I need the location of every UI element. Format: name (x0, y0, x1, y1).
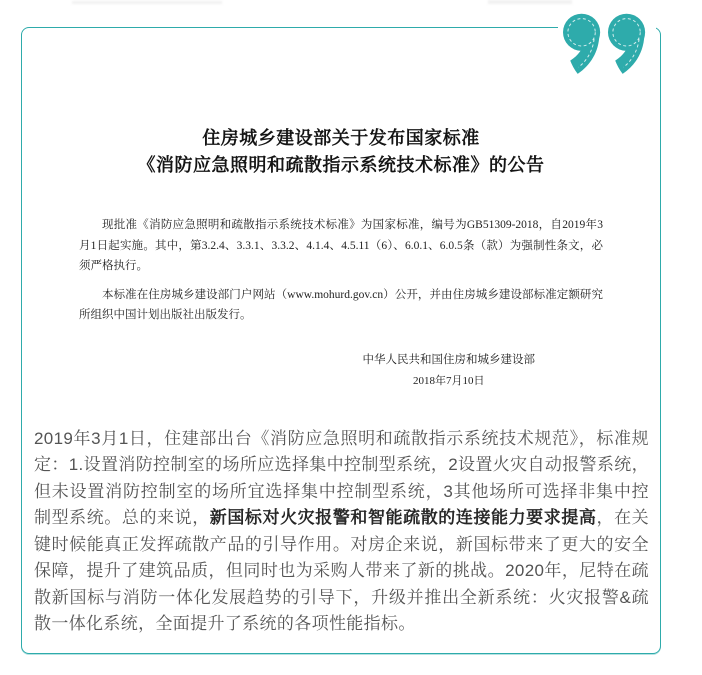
official-notice (79, 125, 603, 392)
top-crop-artifact (488, 0, 572, 4)
article-text-after: ，在关键时候能真正发挥疏散产品的引导作用。对房企来说，新国标带来了更大的安全保障，提升了建筑品质，但同时也为采购人带来了新的挑战。2020年，尼特在疏散新国标与消防一体化发展趋势的引导下，升级并推出全新系统：火灾报警&疏散一体化系统，全面提升了系统的各项性能指标。 (34, 508, 650, 633)
notice-paragraph-1: 现批准《消防应急照明和疏散指示系统技术标准》为国家标准，编号为GB51309-2018，自2019年3月1日起实施。其中，第3.2.4、3.3.1、3.3.2、4.1.4、4.5.11（6）、6.0.1、6.0.5条（款）为强制性条文，必须严格执行。 (79, 219, 603, 272)
notice-title-line2: 《消防应急照明和疏散指示系统技术标准》的公告 (137, 155, 545, 175)
article-paragraph (22, 426, 660, 638)
notice-title (79, 125, 603, 179)
double-quote-right-icon (558, 7, 656, 83)
notice-date: 2018年7月10日 (413, 374, 485, 387)
article-card (21, 27, 661, 654)
notice-title-line1: 住房城乡建设部关于发布国家标准 (202, 128, 480, 148)
notice-issuer: 中华人民共和国住房和城乡建设部 (362, 353, 535, 366)
article-text-bold: 新国标对火灾报警和智能疏散的连接能力要求提高 (209, 508, 597, 527)
top-crop-artifact (72, 1, 222, 4)
notice-paragraph-2: 本标准在住房城乡建设部门户网站（www.mohurd.gov.cn）公开，并由住房城乡建设部标准定额研究所组织中国计划出版社出版发行。 (79, 288, 603, 321)
article-text-before: 2019年3月1日，住建部出台《消防应急照明和疏散指示系统技术规范》，标准规定：1.设置消防控制室的场所应选择集中控制型系统，2设置火灾自动报警系统，但未设置消防控制室的场所宜选择集中控制型系统，3其他场所可选择非集中控制型系统。总的来说， (34, 428, 649, 527)
notice-signature (79, 350, 603, 392)
